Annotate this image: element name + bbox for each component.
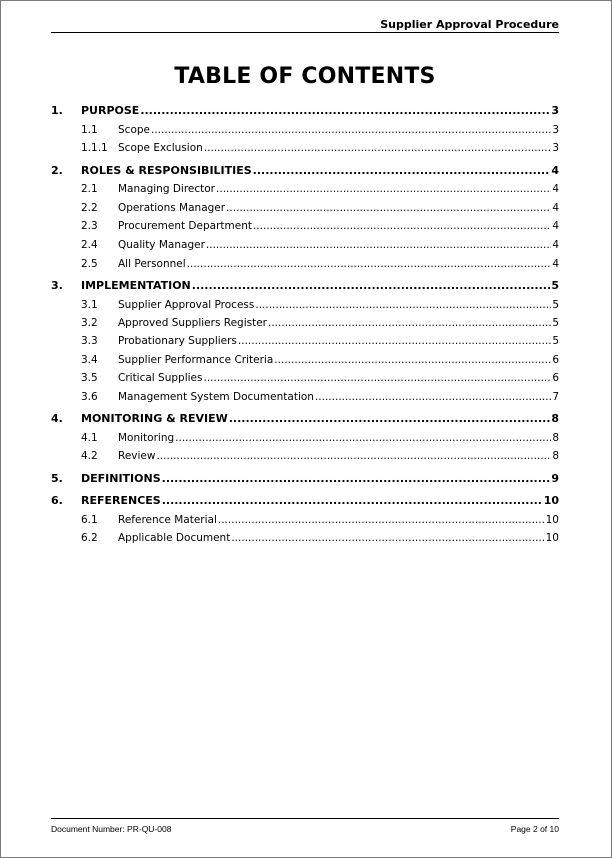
- dot-leader: [253, 164, 551, 178]
- toc-entry-5[interactable]: [51, 472, 559, 486]
- toc-entry-2[interactable]: [51, 164, 559, 178]
- toc-page: 10: [545, 532, 559, 544]
- toc-entry-1[interactable]: [51, 104, 559, 118]
- dot-leader: [162, 494, 543, 508]
- toc-number: 2.5: [81, 258, 98, 270]
- dot-leader: [238, 334, 551, 348]
- toc-page: 5: [552, 317, 559, 329]
- dot-leader: [204, 141, 552, 155]
- page-indicator: Page 2 of 10: [510, 824, 559, 834]
- toc-page: 7: [552, 391, 559, 403]
- toc-entry-2-1[interactable]: [51, 182, 559, 196]
- toc-label: IMPLEMENTATION: [81, 279, 191, 292]
- toc-number: 2.1: [81, 183, 98, 195]
- dot-leader: [231, 531, 544, 545]
- toc-number: 1.1: [81, 124, 98, 136]
- toc-page: 8: [552, 432, 559, 444]
- toc-page: 10: [543, 494, 559, 507]
- toc-number: 3.1: [81, 299, 98, 311]
- toc-entry-1-1-1[interactable]: [51, 141, 559, 155]
- running-footer: [51, 818, 559, 835]
- toc-page: 6: [552, 354, 559, 366]
- dot-leader: [315, 390, 551, 404]
- toc-page: 10: [545, 514, 559, 526]
- toc-entry-2-5[interactable]: [51, 257, 559, 271]
- toc-page: 4: [551, 164, 559, 177]
- toc-entry-4[interactable]: [51, 412, 559, 426]
- dot-leader: [229, 412, 551, 426]
- toc-number: 1.: [51, 104, 63, 117]
- toc-page: 5: [552, 299, 559, 311]
- dot-leader: [218, 513, 545, 527]
- toc-label: DEFINITIONS: [81, 472, 161, 485]
- toc-page: 3: [551, 104, 559, 117]
- dot-leader: [187, 257, 552, 271]
- toc-page: 4: [552, 220, 559, 232]
- toc-number: 6.1: [81, 514, 98, 526]
- toc-number: 2.3: [81, 220, 98, 232]
- dot-leader: [140, 104, 550, 118]
- toc-number: 2.2: [81, 202, 98, 214]
- toc-entry-6-1[interactable]: [51, 513, 559, 527]
- toc-label: Procurement Department: [118, 220, 252, 232]
- toc-page: 6: [552, 372, 559, 384]
- toc-label: Managing Director: [118, 183, 216, 195]
- toc-number: 4.2: [81, 450, 98, 462]
- toc-label: Operations Manager: [118, 202, 226, 214]
- toc-page: 3: [552, 142, 559, 154]
- toc-label: Critical Supplies: [118, 372, 203, 384]
- toc-page: 9: [551, 472, 559, 485]
- toc-number: 6.: [51, 494, 63, 507]
- toc-label: Probationary Suppliers: [118, 335, 237, 347]
- toc-page: 4: [552, 258, 559, 270]
- toc-entry-4-1[interactable]: [51, 431, 559, 445]
- toc-label: Review: [118, 450, 156, 462]
- toc-label: PURPOSE: [81, 104, 140, 117]
- document-number: Document Number: PR-QU-008: [51, 824, 172, 834]
- toc-page: 5: [551, 279, 559, 292]
- toc-label: ROLES & RESPONSIBILITIES: [81, 164, 252, 177]
- toc-page: 4: [552, 202, 559, 214]
- dot-leader: [151, 123, 551, 137]
- toc-label: Management System Documentation: [118, 391, 314, 403]
- toc-entry-6-2[interactable]: [51, 531, 559, 545]
- toc-number: 4.1: [81, 432, 98, 444]
- toc-number: 4.: [51, 412, 63, 425]
- toc-entry-4-2[interactable]: [51, 449, 559, 463]
- toc-entry-3-3[interactable]: [51, 334, 559, 348]
- dot-leader: [162, 472, 551, 486]
- toc-number: 6.2: [81, 532, 98, 544]
- dot-leader: [268, 316, 551, 330]
- toc-label: Quality Manager: [118, 239, 205, 251]
- toc-entry-3-4[interactable]: [51, 353, 559, 367]
- toc-label: Approved Suppliers Register: [118, 317, 267, 329]
- toc-entry-3-1[interactable]: [51, 298, 559, 312]
- toc-number: 3.: [51, 279, 63, 292]
- toc-page: 5: [552, 335, 559, 347]
- toc-label: REFERENCES: [81, 494, 161, 507]
- toc-number: 3.2: [81, 317, 98, 329]
- toc-entry-1-1[interactable]: [51, 123, 559, 137]
- toc-page: 8: [552, 450, 559, 462]
- toc-label: Scope Exclusion: [118, 142, 203, 154]
- toc-label: All Personnel: [118, 258, 186, 270]
- toc-label: Reference Material: [118, 514, 217, 526]
- toc-label: Scope: [118, 124, 150, 136]
- toc-label: Supplier Approval Process: [118, 299, 255, 311]
- toc-entry-2-3[interactable]: [51, 219, 559, 233]
- toc-number: 2.4: [81, 239, 98, 251]
- toc-entry-3-5[interactable]: [51, 371, 559, 385]
- toc-page: 3: [552, 124, 559, 136]
- toc-number: 3.6: [81, 391, 98, 403]
- toc-page: 4: [552, 239, 559, 251]
- dot-leader: [255, 298, 551, 312]
- toc-number: 5.: [51, 472, 63, 485]
- dot-leader: [203, 371, 551, 385]
- toc-number: 3.4: [81, 354, 98, 366]
- dot-leader: [192, 279, 551, 293]
- toc-entry-2-2[interactable]: [51, 201, 559, 215]
- dot-leader: [216, 182, 551, 196]
- toc-page: 8: [551, 412, 559, 425]
- dot-leader: [253, 219, 551, 233]
- toc-page: 4: [552, 183, 559, 195]
- toc-label: MONITORING & REVIEW: [81, 412, 228, 425]
- dot-leader: [156, 449, 551, 463]
- toc-label: Supplier Performance Criteria: [118, 354, 274, 366]
- dot-leader: [175, 431, 551, 445]
- dot-leader: [226, 201, 551, 215]
- toc-label: Monitoring: [118, 432, 175, 444]
- dot-leader: [206, 238, 551, 252]
- toc-entry-6[interactable]: [51, 494, 559, 508]
- toc-number: 3.5: [81, 372, 98, 384]
- toc-entry-2-4[interactable]: [51, 238, 559, 252]
- toc-number: 1.1.1: [81, 142, 108, 154]
- dot-leader: [274, 353, 551, 367]
- toc-number: 3.3: [81, 335, 98, 347]
- toc-label: Applicable Document: [118, 532, 231, 544]
- running-header: [51, 18, 559, 33]
- toc-entry-3-6[interactable]: [51, 390, 559, 404]
- header-title: Supplier Approval Procedure: [380, 18, 559, 31]
- toc-entry-3-2[interactable]: [51, 316, 559, 330]
- page-title: TABLE OF CONTENTS: [174, 64, 436, 89]
- toc-entry-3[interactable]: [51, 279, 559, 293]
- toc-number: 2.: [51, 164, 63, 177]
